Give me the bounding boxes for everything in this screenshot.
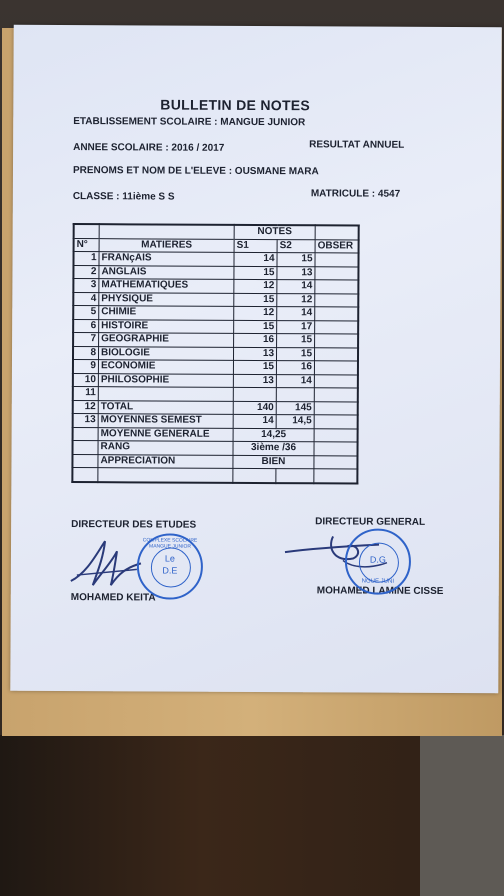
result-type: RESULTAT ANNUEL <box>309 139 405 151</box>
moyenne-generale-row-label: MOYENNE GENERALE <box>98 427 233 441</box>
student-name-line: PRENOMS ET NOM DE L'ELEVE : OUSMANE MARA <box>72 165 319 178</box>
row-s1-grade: 15 <box>233 360 276 374</box>
row-subject: ECONOMIE <box>98 360 233 374</box>
moyenne-generale-row <box>73 427 358 442</box>
row-number: 11 <box>73 387 99 401</box>
moyenne-generale-row-value: 14,25 <box>233 428 314 442</box>
left-signatory-title: DIRECTEUR DES ETUDES <box>71 519 197 531</box>
table-row <box>73 333 358 348</box>
table-row <box>73 319 358 334</box>
report-card-sheet <box>10 25 501 694</box>
row-s1-grade: 12 <box>234 306 277 320</box>
row-number: 8 <box>73 346 99 360</box>
grades-table <box>71 223 359 484</box>
right-stamp-icon: D.G NGUE JUNI <box>345 528 411 594</box>
row-observation <box>314 388 358 402</box>
row-s1-grade: 15 <box>234 293 277 307</box>
row-number: 7 <box>73 333 99 347</box>
row-s2-grade: 15 <box>276 347 314 361</box>
document-title: BULLETIN DE NOTES <box>160 96 311 114</box>
row-number: 9 <box>73 360 99 374</box>
row-subject: FRANçAIS <box>99 252 234 266</box>
row-s1-grade: 13 <box>233 374 276 388</box>
row-s1-grade <box>233 387 276 401</box>
row-number: 3 <box>73 279 99 293</box>
row-observation <box>314 347 358 361</box>
appreciation-row <box>72 454 357 469</box>
row-subject: MATHEMATIQUES <box>99 279 234 293</box>
row-s2-grade: 14 <box>276 374 314 388</box>
row-number: 12 <box>73 400 99 414</box>
row-number: 5 <box>73 306 99 320</box>
row-observation <box>314 401 358 415</box>
row-s1-grade: 15 <box>234 320 277 334</box>
row-observation <box>315 253 359 267</box>
row-subject <box>98 387 233 401</box>
empty-row <box>72 468 357 483</box>
row-subject: CHIMIE <box>99 306 234 320</box>
table-row <box>73 414 358 429</box>
table-row <box>73 265 358 280</box>
row-number: 4 <box>73 292 99 306</box>
table-header-row-top <box>74 224 359 239</box>
appreciation-row-value: BIEN <box>233 455 314 469</box>
row-s2-grade: 17 <box>277 320 315 334</box>
table-row <box>73 292 358 307</box>
row-subject: ANGLAIS <box>99 265 234 279</box>
class-line: CLASSE : 11ième S S <box>72 191 175 203</box>
rang-row <box>72 441 357 456</box>
row-s2-grade: 145 <box>276 401 314 415</box>
row-number: 2 <box>73 265 99 279</box>
table-row <box>73 373 358 388</box>
col-header-s1: S1 <box>234 239 277 253</box>
row-s1-grade: 16 <box>234 333 277 347</box>
col-header-observation: OBSER <box>315 239 359 253</box>
row-subject: PHYSIQUE <box>99 292 234 306</box>
row-observation <box>315 293 359 307</box>
row-observation <box>315 307 359 321</box>
table-row <box>73 306 358 321</box>
notes-header: NOTES <box>234 225 315 239</box>
left-stamp-icon: Le D.E COMPLEXE SCOLAIRE MANGUE JUNIOR <box>137 533 203 599</box>
row-s1-grade: 140 <box>233 401 276 415</box>
rang-row-value: 3ième /36 <box>233 441 314 455</box>
rang-row-label: RANG <box>98 441 233 455</box>
row-subject: HISTOIRE <box>99 319 234 333</box>
row-number: 1 <box>73 252 99 266</box>
row-observation <box>314 361 358 375</box>
left-signatory-name: MOHAMED KEITA <box>70 592 156 604</box>
row-s2-grade: 14 <box>277 307 315 321</box>
row-number: 10 <box>73 373 99 387</box>
school-line: ETABLISSEMENT SCOLAIRE : MANGUE JUNIOR <box>73 116 306 129</box>
right-signatory-title: DIRECTEUR GENERAL <box>315 516 426 528</box>
row-observation <box>315 280 359 294</box>
floor-tile <box>420 735 504 896</box>
row-subject: TOTAL <box>98 400 233 414</box>
appreciation-row-label: APPRECIATION <box>98 454 233 468</box>
row-observation <box>315 320 359 334</box>
row-s2-grade: 14 <box>277 280 315 294</box>
row-subject: GEOGRAPHIE <box>99 333 234 347</box>
table-row <box>73 252 358 267</box>
row-subject: MOYENNES SEMEST <box>98 414 233 428</box>
row-s1-grade: 12 <box>234 279 277 293</box>
row-observation <box>314 374 358 388</box>
table-row <box>73 279 358 294</box>
row-s2-grade: 12 <box>277 293 315 307</box>
col-header-s2: S2 <box>277 239 315 253</box>
row-s2-grade: 14,5 <box>276 415 314 429</box>
row-s2-grade: 15 <box>277 334 315 348</box>
row-s1-grade: 15 <box>234 266 277 280</box>
row-subject: BIOLOGIE <box>98 346 233 360</box>
row-number: 6 <box>73 319 99 333</box>
row-observation <box>314 415 358 429</box>
row-s1-grade: 14 <box>233 414 276 428</box>
row-observation <box>315 334 359 348</box>
table-row <box>73 346 358 361</box>
table-row <box>73 360 358 375</box>
row-s1-grade: 13 <box>233 347 276 361</box>
row-subject: PHILOSOPHIE <box>98 373 233 387</box>
col-header-matieres: MATIERES <box>99 238 234 252</box>
right-signatory-name: MOHAMED LAMINE CISSE <box>316 585 444 597</box>
row-number: 13 <box>73 414 99 428</box>
matricule-line: MATRICULE : 4547 <box>310 188 401 200</box>
school-year: ANNEE SCOLAIRE : 2016 / 2017 <box>73 142 225 154</box>
row-s1-grade: 14 <box>234 252 277 266</box>
row-s2-grade: 15 <box>277 253 315 267</box>
row-s2-grade: 16 <box>276 361 314 375</box>
row-s2-grade: 13 <box>277 266 315 280</box>
col-header-number: N° <box>74 238 100 252</box>
row-s2-grade <box>276 388 314 402</box>
row-observation <box>315 266 359 280</box>
table-row <box>73 400 358 415</box>
left-signature-icon <box>67 533 147 593</box>
